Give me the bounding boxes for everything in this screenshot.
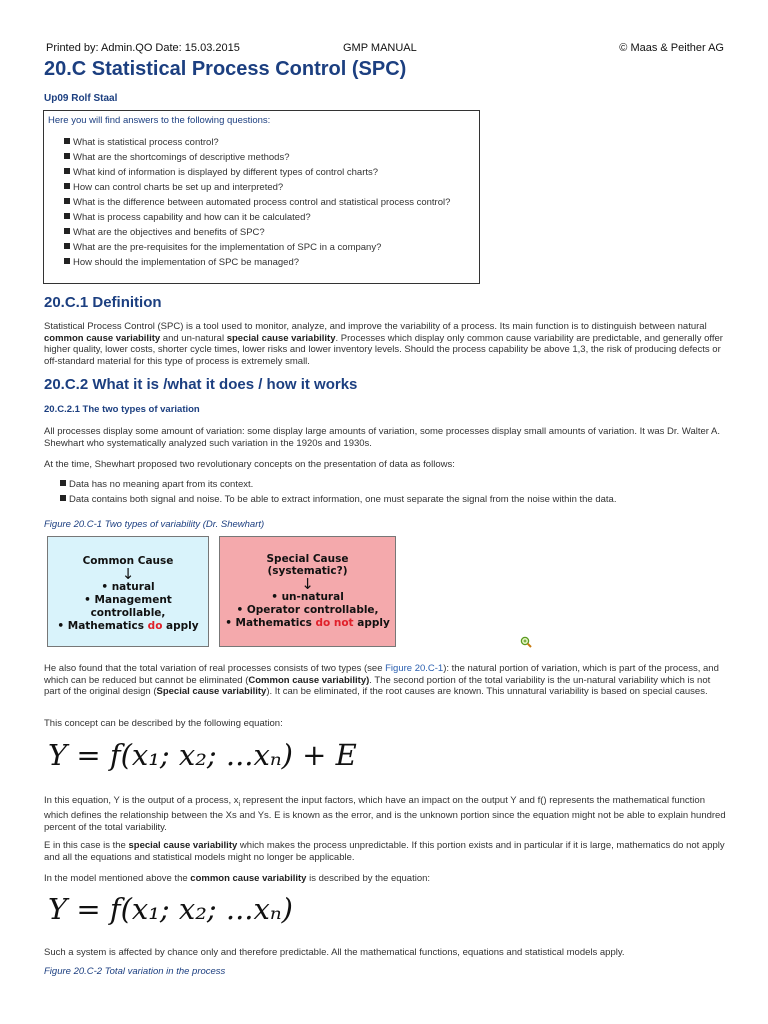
down-arrow-icon: ↓ <box>121 565 135 583</box>
common-cause-line: • natural <box>101 581 155 593</box>
bullet-square-icon <box>64 198 70 204</box>
copyright: © Maas & Peither AG <box>619 42 724 54</box>
list-item: What is process capability and how can it be calculated? <box>64 210 450 225</box>
list-item: What kind of information is displayed by different types of control charts? <box>64 165 450 180</box>
common-cause-line: • Management controllable, <box>84 594 172 619</box>
list-item: What are the pre-requisites for the implementation of SPC in a company? <box>64 240 450 255</box>
figure-caption: Figure 20.C-2 Total variation in the process <box>44 966 226 977</box>
bullet-square-icon <box>64 153 70 159</box>
equation-text: Y = f(x₁; x₂; ...xₙ) <box>48 892 293 926</box>
bullet-square-icon <box>64 243 70 249</box>
list-item: Data contains both signal and noise. To be able to extract information, one must separate the signal from the noise within the data. <box>60 492 616 507</box>
author-line: Up09 Rolf Staal <box>44 93 118 104</box>
questions-intro: Here you will find answers to the following questions: <box>48 115 271 126</box>
paragraph: At the time, Shewhart proposed two revolutionary concepts on the presentation of data as follows: <box>44 459 455 470</box>
common-cause-line: • Mathematics do apply <box>57 620 199 632</box>
questions-box <box>43 110 480 284</box>
equation-text: Y = f(x₁; x₂; ...xₙ) + E <box>48 738 357 772</box>
paragraph: Such a system is affected by chance only and therefore predictable. All the mathematical functions, equations and statistical models apply. <box>44 947 625 958</box>
list-item: Data has no meaning apart from its context. <box>60 477 616 492</box>
list-item: How can control charts be set up and interpreted? <box>64 180 450 195</box>
questions-list <box>64 135 450 270</box>
definition-paragraph: Statistical Process Control (SPC) is a tool used to monitor, analyze, and improve the variability of a process. Its main function is to distinguish between natural common cause variability and un-natural special cause variability. Processes which display only common cause variability are predictable, and generally offer higher quality, lower costs, shorter cycle times, lower risks and lower inventory levels. Should the process capability be above 1,3, the risk of producing defects or off-standard material for this type of process is extremely small. <box>44 321 723 367</box>
bullet-square-icon <box>64 183 70 189</box>
figure-caption: Figure 20.C-1 Two types of variability (Dr. Shewhart) <box>44 519 265 530</box>
list-item: How should the implementation of SPC be managed? <box>64 255 450 270</box>
paragraph: This concept can be described by the following equation: <box>44 718 283 729</box>
bullet-square-icon <box>64 213 70 219</box>
equation-common-cause <box>48 892 293 926</box>
paragraph: In the model mentioned above the common cause variability is described by the equation: <box>44 873 431 884</box>
bullet-square-icon <box>64 168 70 174</box>
list-item: What are the shortcomings of descriptive methods? <box>64 150 450 165</box>
common-cause-box <box>47 536 209 647</box>
paragraph: In this equation, Y is the output of a process, $x_i$ represent the input factors, which have an impact on the output Y and f() represents the mathematical function which defines the relationship between the Xs and Ys. E is known as the error, and is the unknown portion since the equation might not be able to explain hundred percent of the total variability. <box>44 795 726 833</box>
manual-name: GMP MANUAL <box>343 42 417 54</box>
paragraph: E in this case is the special cause variability which makes the process unpredictable. If this portion exists and in particular if it is large, mathematics do not apply and all the equations and statistical models might no longer be applicable. <box>44 840 725 863</box>
paragraph: He also found that the total variation of real processes consists of two types (see Figure 20.C-1): the natural portion of variation, which is part of the process, and which can be reduced but cannot be eliminated (Common cause variability). The second portion of the total variability is the un-natural variability which is not part of the original design (Special cause variability). It can be eliminated, if the root causes are known. This unnatural variability is based on special causes. <box>44 663 719 697</box>
paragraph: All processes display some amount of variation: some display large amounts of variation, some processes display small amounts of variation. It was Dr. Walter A. Shewhart who systematically analyzed such variation in the 1920s and 1930s. <box>44 426 721 449</box>
list-item: What is statistical process control? <box>64 135 450 150</box>
bullet-square-icon <box>64 138 70 144</box>
special-cause-subtitle: (systematic?) <box>267 565 348 577</box>
zoom-icon[interactable] <box>520 636 532 648</box>
section-heading-how-it-works: 20.C.2 What it is /what it does / how it works <box>44 376 358 393</box>
list-item: What is the difference between automated process control and statistical process control? <box>64 195 450 210</box>
section-heading-definition: 20.C.1 Definition <box>44 294 162 311</box>
list-item: What are the objectives and benefits of SPC? <box>64 225 450 240</box>
concepts-list <box>60 477 616 507</box>
equation-with-error <box>48 738 357 772</box>
special-cause-line: • un-natural <box>271 591 344 603</box>
page-title: 20.C Statistical Process Control (SPC) <box>44 58 407 80</box>
special-cause-line: • Mathematics do not apply <box>225 617 390 629</box>
special-cause-line: • Operator controllable, <box>236 604 379 616</box>
bullet-square-icon <box>60 480 66 486</box>
down-arrow-icon: ↓ <box>301 575 314 593</box>
subsection-heading: 20.C.2.1 The two types of variation <box>44 404 200 415</box>
figure-link[interactable]: Figure 20.C-1 <box>385 663 444 674</box>
printed-by: Printed by: Admin.QO Date: 15.03.2015 <box>46 42 240 54</box>
special-cause-box <box>219 536 396 647</box>
bullet-square-icon <box>64 228 70 234</box>
bullet-square-icon <box>60 495 66 501</box>
common-cause-title: Common Cause <box>82 555 174 567</box>
special-cause-title: Special Cause <box>266 553 349 565</box>
bullet-square-icon <box>64 258 70 264</box>
